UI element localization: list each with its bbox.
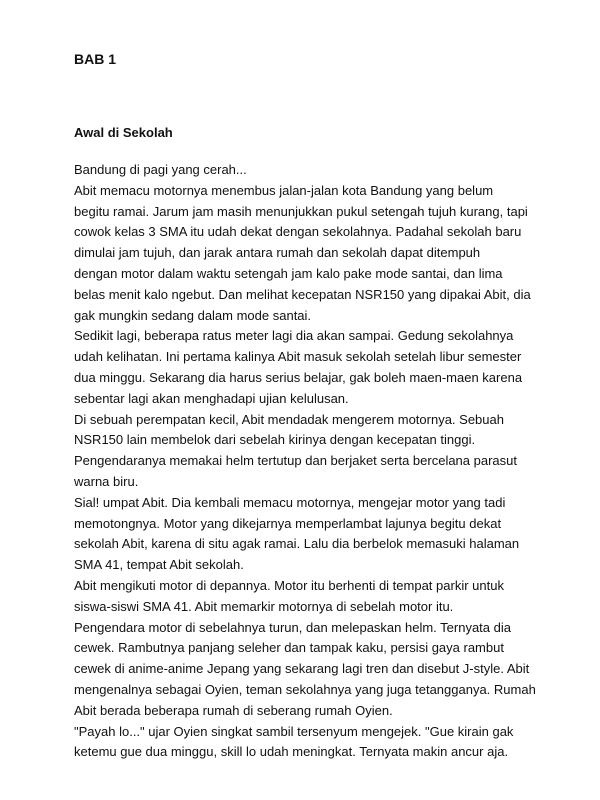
text-line: Di sebuah perempatan kecil, Abit mendadak mengerem motornya. Sebuah — [74, 411, 504, 427]
text-line: "Payah lo..." ujar Oyien singkat sambil tersenyum mengejek. "Gue kirain gak — [74, 723, 514, 739]
section-title: Awal di Sekolah — [74, 125, 173, 140]
chapter-heading: BAB 1 — [74, 51, 117, 67]
text-line: Abit memacu motornya menembus jalan-jalan kota Bandung yang belum — [74, 182, 494, 198]
text-line: begitu ramai. Jarum jam masih menunjukkan pukul setengah tujuh kurang, tapi — [74, 203, 528, 219]
text-line: dengan motor dalam waktu setengah jam kalo pake mode santai, dan lima — [74, 265, 503, 281]
text-line: siswa-siswi SMA 41. Abit memarkir motornya di sebelah motor itu. — [74, 598, 454, 614]
text-line: Pengendara motor di sebelahnya turun, dan melepaskan helm. Ternyata dia — [74, 619, 511, 635]
text-line: sekolah Abit, karena di situ agak ramai. Lalu dia berbelok memasuki halaman — [74, 536, 520, 552]
text-line: Sial! umpat Abit. Dia kembali memacu motornya, mengejar motor yang tadi — [74, 494, 506, 510]
text-line: belas menit kalo ngebut. Dan melihat kecepatan NSR150 yang dipakai Abit, dia — [74, 286, 531, 302]
text-line: cowok kelas 3 SMA itu udah dekat dengan sekolahnya. Padahal sekolah baru — [74, 224, 522, 240]
body-text — [74, 160, 560, 763]
text-line: memotongnya. Motor yang dikejarnya memperlambat lajunya begitu dekat — [74, 515, 502, 531]
text-line: Pengendaranya memakai helm tertutup dan berjaket serta bercelana parasut — [74, 453, 517, 469]
text-line: Bandung di pagi yang cerah... — [74, 162, 247, 177]
text-line: sebentar lagi akan menghadapi ujian kelulusan. — [74, 390, 349, 406]
text-line: ketemu gue dua minggu, skill lo udah meningkat. Ternyata makin ancur aja. — [74, 744, 509, 760]
text-line: gak mungkin sedang dalam mode santai. — [74, 307, 312, 323]
text-line: udah kelihatan. Ini pertama kalinya Abit masuk sekolah setelah libur semester — [74, 349, 522, 365]
text-line: cewek di anime-anime Jepang yang sekarang lagi tren dan disebut J-style. Abit — [74, 661, 530, 677]
text-line: mengenalnya sebagai Oyien, teman sekolahnya yang juga tetangganya. Rumah — [74, 681, 536, 697]
text-line: cewek. Rambutnya panjang seleher dan tampak kaku, persisi gaya rambut — [74, 640, 504, 656]
text-line: Sedikit lagi, beberapa ratus meter lagi dia akan sampai. Gedung sekolahnya — [74, 328, 514, 344]
text-line: SMA 41, tempat Abit sekolah. — [74, 557, 244, 573]
text-line: warna biru. — [74, 473, 139, 489]
text-line: dimulai jam tujuh, dan jarak antara rumah dan sekolah dapat ditempuh — [74, 245, 481, 261]
text-line: Abit berada beberapa rumah di seberang rumah Oyien. — [74, 702, 393, 718]
text-line: dua minggu. Sekarang dia harus serius belajar, gak boleh maen-maen karena — [74, 369, 523, 385]
text-line: NSR150 lain membelok dari sebelah kirinya dengan kecepatan tinggi. — [74, 432, 476, 448]
text-line: Abit mengikuti motor di depannya. Motor itu berhenti di tempat parkir untuk — [74, 577, 504, 593]
